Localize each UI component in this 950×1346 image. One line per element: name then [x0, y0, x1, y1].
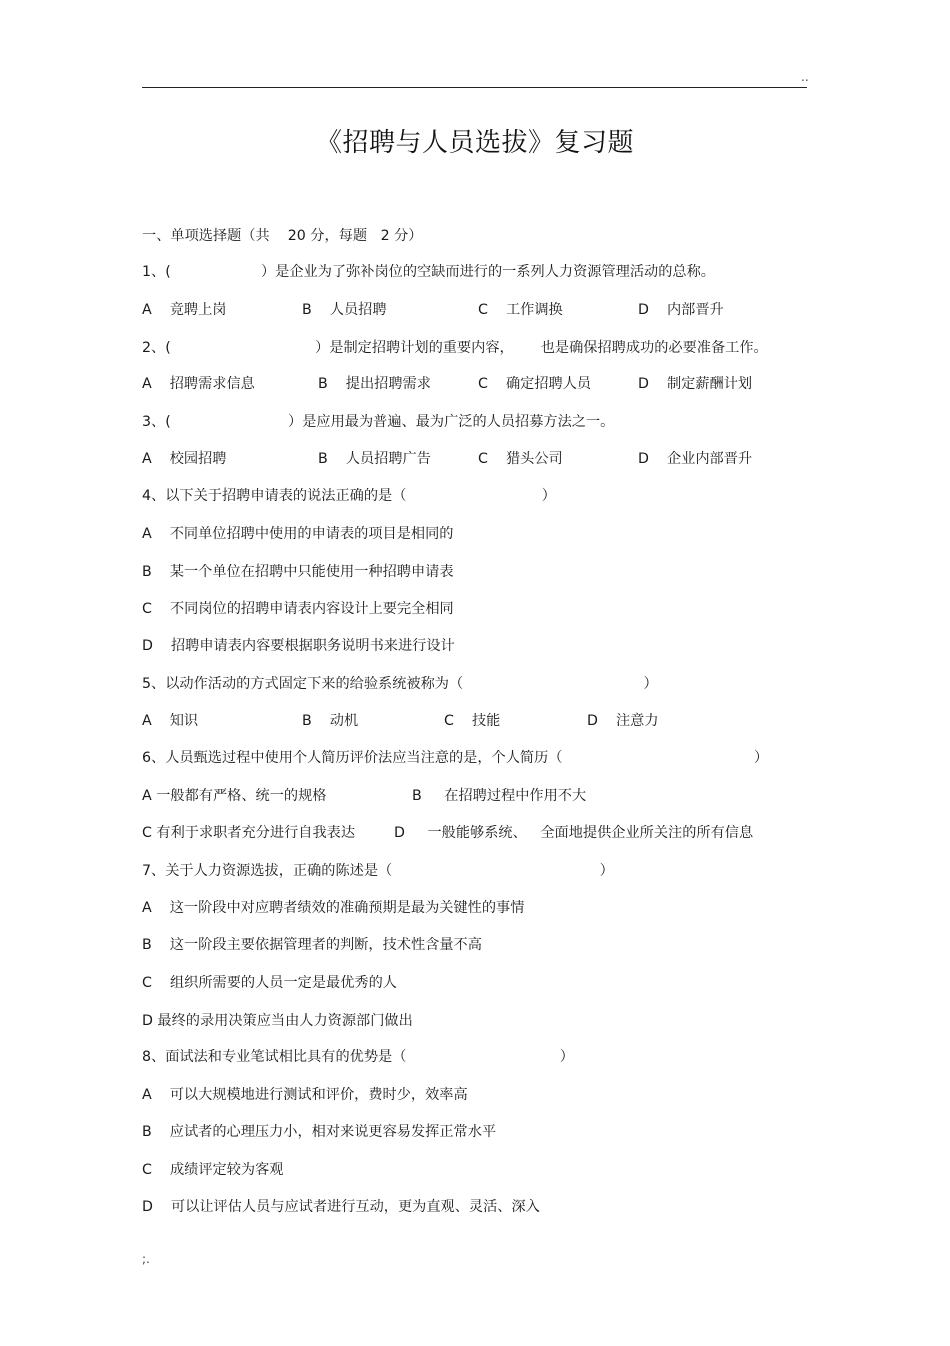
question-4-option-b[interactable]: B 某一个单位在招聘中只能使用一种招聘申请表 — [142, 564, 454, 580]
question-1-option-d[interactable]: D 内部晋升 — [638, 302, 724, 318]
header-rule — [142, 87, 807, 88]
question-1-option-a[interactable]: A 竞聘上岗 — [142, 302, 227, 318]
question-5-option-c[interactable]: C 技能 — [444, 713, 501, 729]
question-6-close-paren: ） — [754, 750, 769, 766]
header-marker: .. — [801, 70, 809, 84]
question-5-option-a[interactable]: A 知识 — [142, 713, 199, 729]
question-1-option-c[interactable]: C 工作调换 — [478, 302, 563, 318]
question-7-option-d[interactable]: D 最终的录用决策应当由人力资源部门做出 — [142, 1013, 413, 1029]
question-4-option-d[interactable]: D 招聘申请表内容要根据职务说明书来进行设计 — [142, 638, 455, 654]
question-8-option-c[interactable]: C 成绩评定较为客观 — [142, 1162, 284, 1178]
question-2-stem: 2、( ）是制定招聘计划的重要内容， 也是确保招聘成功的必要准备工作。 — [142, 340, 768, 356]
question-2-option-a[interactable]: A 招聘需求信息 — [142, 376, 255, 392]
page-title: 《招聘与人员选拔》复习题 — [315, 128, 634, 158]
question-7-option-b[interactable]: B 这一阶段主要依据管理者的判断，技术性含量不高 — [142, 937, 482, 953]
question-4-option-c[interactable]: C 不同岗位的招聘申请表内容设计上要完全相同 — [142, 601, 454, 617]
question-2-option-b[interactable]: B 提出招聘需求 — [318, 376, 431, 392]
footer-marker: ;. — [142, 1252, 150, 1266]
question-7-stem: 7、关于人力资源选拔，正确的陈述是（ ） — [142, 863, 614, 879]
question-6-option-a[interactable]: A 一般都有严格、统一的规格 — [142, 788, 327, 804]
question-2-option-d[interactable]: D 制定薪酬计划 — [638, 376, 753, 392]
question-3-option-b[interactable]: B 人员招聘广告 — [318, 451, 431, 467]
question-3-option-c[interactable]: C 猎头公司 — [478, 451, 563, 467]
question-6-option-d[interactable]: D 一般能够系统、 全面地提供企业所关注的所有信息 — [394, 825, 754, 841]
question-1-stem: 1、( ）是企业为了弥补岗位的空缺而进行的一系列人力资源管理活动的总称。 — [142, 264, 715, 280]
question-6-option-b[interactable]: B 在招聘过程中作用不大 — [412, 788, 587, 804]
question-5-option-d[interactable]: D 注意力 — [587, 713, 659, 729]
question-3-stem: 3、( ）是应用最为普遍、最为广泛的人员招募方法之一。 — [142, 414, 615, 430]
section-heading: 一、单项选择题（共 20 分，每题 2 分） — [142, 228, 423, 244]
question-8-option-a[interactable]: A 可以大规模地进行测试和评价，费时少，效率高 — [142, 1087, 468, 1103]
question-4-stem: 4、以下关于招聘申请表的说法正确的是（ ） — [142, 488, 556, 504]
question-7-option-c[interactable]: C 组织所需要的人员一定是最优秀的人 — [142, 975, 397, 991]
question-2-option-c[interactable]: C 确定招聘人员 — [478, 376, 592, 392]
question-5-option-b[interactable]: B 动机 — [302, 713, 359, 729]
question-6-option-c[interactable]: C 有利于求职者充分进行自我表达 — [142, 825, 356, 841]
question-4-option-a[interactable]: A 不同单位招聘中使用的申请表的项目是相同的 — [142, 526, 454, 542]
question-3-option-a[interactable]: A 校园招聘 — [142, 451, 227, 467]
question-8-option-d[interactable]: D 可以让评估人员与应试者进行互动，更为直观、灵活、深入 — [142, 1199, 540, 1215]
question-8-option-b[interactable]: B 应试者的心理压力小，相对来说更容易发挥正常水平 — [142, 1124, 497, 1140]
question-6-stem: 6、人员甄选过程中使用个人简历评价法应当注意的是，个人简历（ — [142, 750, 563, 766]
question-7-option-a[interactable]: A 这一阶段中对应聘者绩效的准确预期是最为关键性的事情 — [142, 900, 525, 916]
question-3-option-d[interactable]: D 企业内部晋升 — [638, 451, 753, 467]
question-1-option-b[interactable]: B 人员招聘 — [302, 302, 387, 318]
question-5-stem: 5、以动作活动的方式固定下来的给验系统被称为（ ） — [142, 676, 658, 692]
question-8-stem: 8、面试法和专业笔试相比具有的优势是（ ） — [142, 1049, 574, 1065]
